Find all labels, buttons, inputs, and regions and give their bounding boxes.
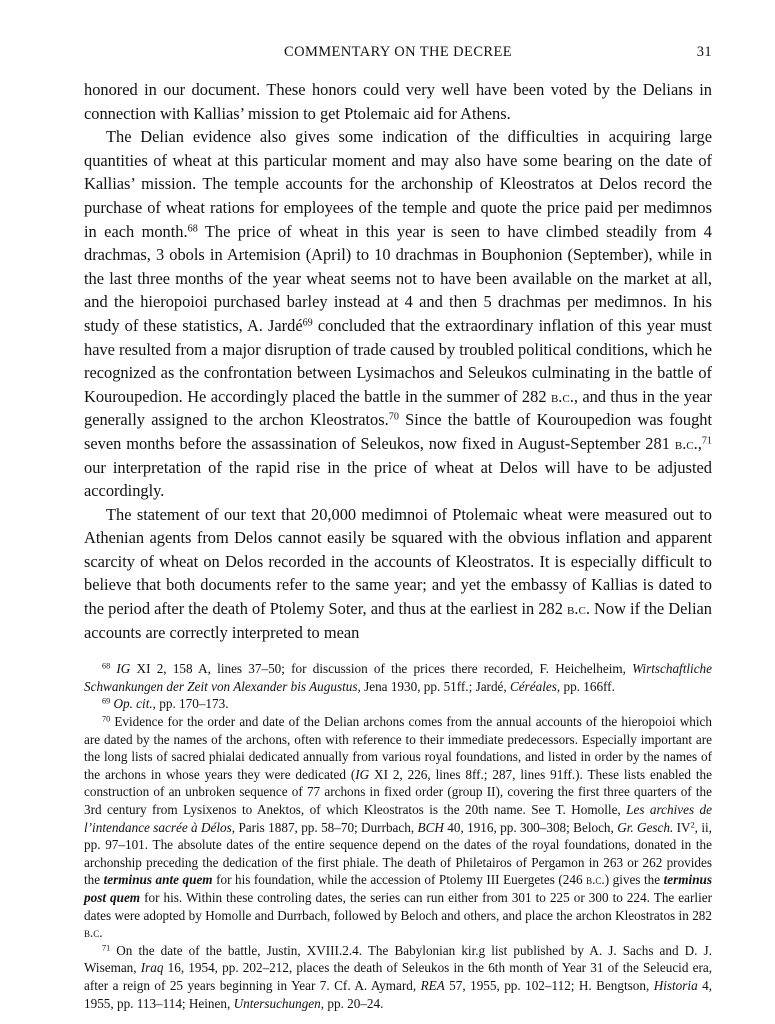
text-run: Evidence for the order and date of the Delian archons comes from the annual accounts of the hieropoioi which are dated by the names of the archons, often with reference to their immediate predecessors. Especially important are the long lists of sacred phialai dedicated annually from various royal foundations, and listed in order by the names of the archons in whose years they were dedicated (: [84, 714, 712, 782]
small-caps-text: b.c.: [674, 433, 698, 453]
text-run: , pp. 170–173.: [152, 696, 229, 712]
italic-text: IG: [116, 661, 131, 677]
text-run: , pp. 166ff.: [556, 678, 615, 694]
text-run: ) gives the: [604, 872, 664, 888]
small-caps-text: b.c.: [550, 386, 574, 406]
footnote-70: [84, 713, 712, 942]
italic-text: Op. cit.: [113, 696, 153, 712]
text-run: The statement of our text that 20,000 medimnoi of Ptolemaic wheat were measured out to Athenian agents from Delos cannot easily be squared with the obvious inflation and apparent scarcity of wheat on Delos recorded in the accounts of Kleostratos. It is especially difficult to believe that both documents refer to the same year; and yet the embassy of Kallias is dated to the period after the death of Ptolemy Soter, and thus at the earliest in 282: [84, 504, 712, 619]
small-caps-text: b.c.: [84, 925, 103, 941]
paragraph-1: [84, 78, 712, 125]
superscript: 70: [102, 714, 111, 724]
text-run: concluded that the extraordinary inflation of this year must have resulted from a major disruption of trade caused by troubled political conditions, which he recognized as the confrontation between Lysimachos and Seleukos culminating in the battle of Kouroupedion. He accordingly placed the battle in the summer of 282: [84, 315, 712, 406]
superscript: 68: [102, 661, 111, 671]
text-run: Since the battle of Kouroupedion was fought seven months before the assassination of Seleukos, now fixed in August-September 281: [84, 410, 713, 453]
bold-italic-text: terminus ante quem: [103, 872, 213, 888]
italic-text: BCH: [417, 819, 444, 835]
small-caps-text: b.c.: [586, 872, 605, 888]
page: [84, 44, 712, 1012]
italic-text: Iraq: [140, 960, 164, 976]
paragraph-3: [84, 503, 712, 645]
text-run: 4, 1955, pp. 113–114; Heinen,: [84, 977, 712, 1011]
footnote-69: [84, 695, 712, 713]
text-run: our interpretation of the rapid rise in the price of wheat at Delos will have to be adjusted accordingly.: [84, 457, 712, 501]
paragraph-2: [84, 125, 712, 503]
text-run: , and thus in the year generally assigned to the archon Kleostratos.: [84, 386, 712, 430]
text-run: , Paris 1887, pp. 58–70; Durrbach,: [231, 819, 418, 835]
italic-text: Untersuchungen: [233, 995, 321, 1011]
text-run: The Delian evidence also gives some indication of the difficulties in acquiring large quantities of wheat at this particular moment and may also have some bearing on the date of Kallias’ mission. The temple accounts for the archonship of Kleostratos at Delos record the purchase of wheat rations for employees of the temple and quote the price paid per medimnos in each month.: [84, 127, 712, 241]
running-header: [84, 44, 712, 66]
italic-text: Historia: [653, 977, 698, 993]
footnotes: [84, 660, 712, 1012]
small-caps-text: b.c.: [567, 599, 590, 619]
superscript: 68: [187, 222, 198, 234]
superscript: 70: [388, 411, 399, 423]
footnote-68: [84, 660, 712, 695]
superscript: 69: [302, 317, 313, 329]
running-title: COMMENTARY ON THE DECREE: [284, 44, 512, 60]
superscript: 69: [102, 696, 111, 706]
text-run: On the date of the battle, Justin, XVIII.2.4. The Babylonian kir.g list published by A. J. Sachs and D. J. Wiseman,: [84, 942, 712, 976]
text-run: 57, 1955, pp. 102–112; H. Bengtson,: [444, 977, 654, 993]
superscript: 2: [690, 820, 695, 830]
text-run: , ii, pp. 97–101. The absolute dates of the entire sequence depend on the dates of the royal foundations, donated in the archonship preceding the dedication of the first phiale. The death of Philetairos of Pergamon in 263 or 262 provides the: [84, 819, 712, 888]
text-run: 40, 1916, pp. 300–308; Beloch,: [443, 819, 618, 835]
page-number: 31: [696, 44, 712, 60]
text-run: for his. Within these controling dates, the series can run either from 301 to 225 or 300 to 224. The earlier dates were adopted by Homolle and Durrbach, followed by Beloch and others, and place the archon Kleostratos in 282: [84, 889, 712, 923]
text-run: Now if the Delian accounts are correctly interpreted to mean: [84, 599, 712, 642]
superscript: 71: [102, 943, 111, 953]
footnote-71: [84, 942, 712, 1012]
italic-text: Céréales: [509, 678, 557, 694]
text-run: The price of wheat in this year is seen to have climbed steadily from 4 drachmas, 3 obols in Artemision (April) to 10 drachmas in Bouphonion (September), while in the last three months of the year wheat seems not to have been available on the market at all, and the hieropoioi purchased barley instead at 4 and then 5 drachmas per medimnos. In his study of these statistics, A. Jardé: [84, 221, 713, 335]
text-run: ,: [697, 433, 702, 453]
text-run: 16, 1954, pp. 202–212, places the death of Seleukos in the 6th month of Year 31 of the Seleucid era, after a reign of 25 years beginning in Year 7. Cf. A. Aymard,: [84, 960, 712, 993]
italic-text: Les archives de l’intendance sacrée à Délos: [84, 802, 712, 835]
text-run: , Jena 1930, pp. 51ff.; Jardé,: [357, 678, 510, 694]
main-text: [84, 78, 712, 644]
text-run: XI 2, 226, lines 8ff.; 287, lines 91ff.). These lists enabled the construction of an unbroken sequence of 77 archons in fixed order (group II), covering the first three quarters of the 3rd century from Lysixenos to Anektos, of which Kleostratos is the 20th name. See T. Homolle,: [84, 766, 713, 817]
text-run: , pp. 20–24.: [320, 995, 384, 1011]
text-run: honored in our document. These honors could very well have been voted by the Delians in connection with Kallias’ mission to get Ptolemaic aid for Athens.: [84, 80, 712, 123]
bold-italic-text: terminus post quem: [84, 872, 712, 905]
italic-text: IG: [355, 766, 370, 782]
text-run: XI 2, 158 A, lines 37–50; for discussion of the prices there recorded, F. Heichelheim,: [130, 661, 633, 677]
italic-text: REA: [420, 977, 445, 993]
italic-text: Wirtschaftliche Schwankungen der Zeit von Alexander bis Augustus: [84, 661, 713, 694]
text-run: for his foundation, while the accession of Ptolemy III Euergetes (246: [212, 872, 587, 888]
text-run: IV: [673, 819, 691, 835]
superscript: 71: [701, 435, 712, 447]
italic-text: Gr. Gesch.: [617, 819, 674, 835]
